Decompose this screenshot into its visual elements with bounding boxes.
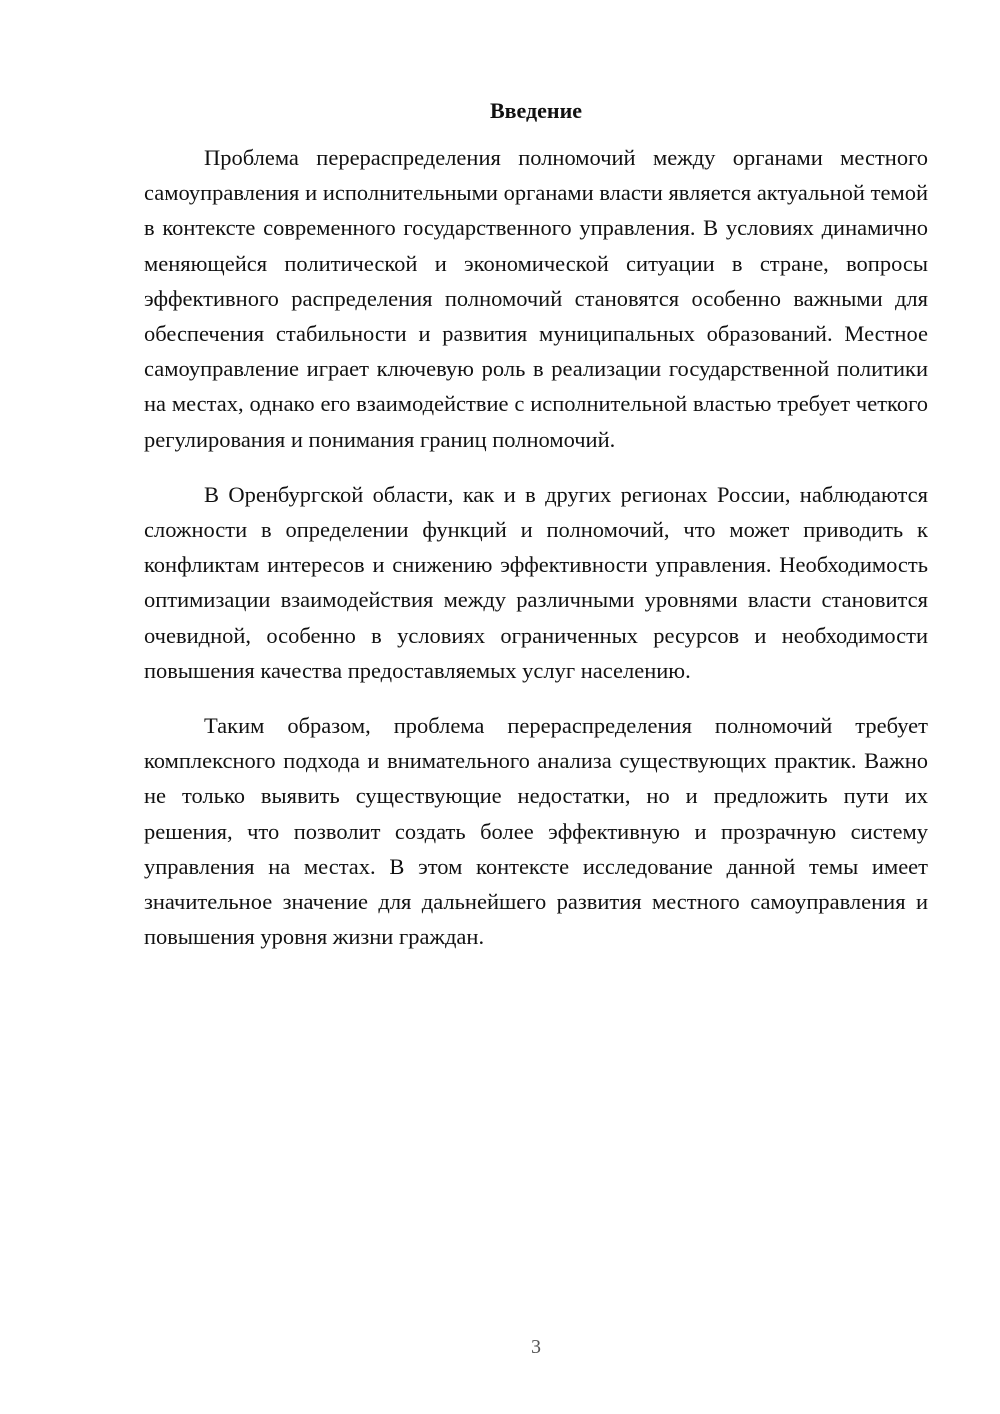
page-number: 3	[531, 1336, 541, 1358]
section-title: Введение	[489, 98, 583, 123]
page-content	[144, 96, 928, 954]
paragraph-2: В Оренбургской области, как и в других регионах России, наблюдаются сложности в определении функций и полномочий, что может приводить к конфликтам интересов и снижению эффективности управления. Необходимость оптимизации взаимодействия между различными уровнями власти становится очевидной, особенно в условиях ограниченных ресурсов и необходимости повышения качества предоставляемых услуг населению.	[144, 481, 928, 683]
paragraph-3: Таким образом, проблема перераспределения полномочий требует комплексного подхода и внимательного анализа существующих практик. Важно не только выявить существующие недостатки, но и предложить пути их решения, что позволит создать более эффективную и прозрачную систему управления на местах. В этом контексте исследование данной темы имеет значительное значение для дальнейшего развития местного самоуправления и повышения уровня жизни граждан.	[144, 713, 928, 950]
paragraph-1: Проблема перераспределения полномочий между органами местного самоуправления и исполнительными органами власти является актуальной темой в контексте современного государственного управления. В условиях динамично меняющейся политической и экономической ситуации в стране, вопросы эффективного распределения полномочий становятся особенно важными для обеспечения стабильности и развития муниципальных образований. Местное самоуправление играет ключевую роль в реализации государственной политики на местах, однако его взаимодействие с исполнительной властью требует четкого регулирования и понимания границ полномочий.	[144, 145, 928, 452]
